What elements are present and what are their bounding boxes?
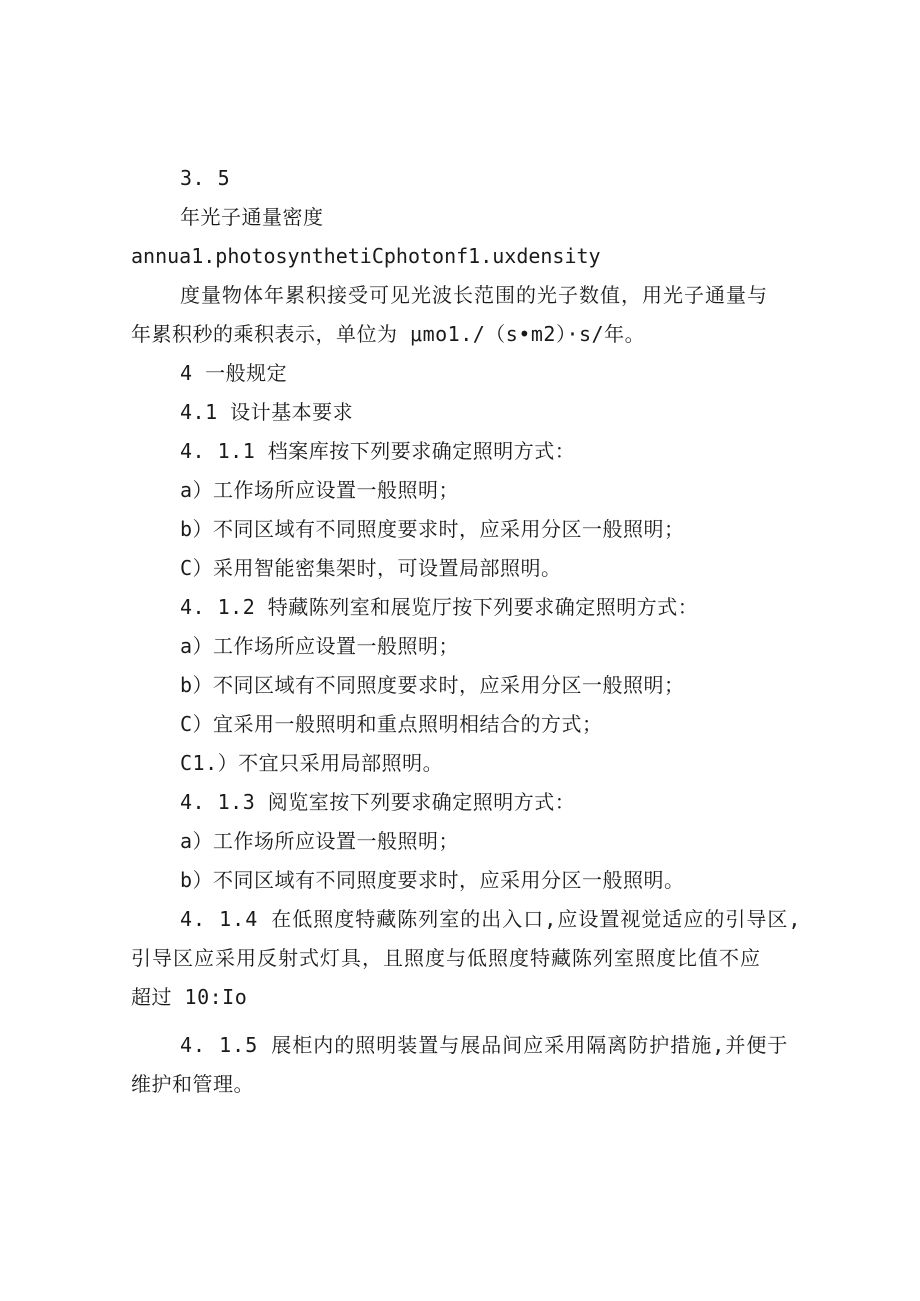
definition-line-2: 年累积秒的乘积表示，单位为 μmo1./（s•m2）·s/年。 bbox=[131, 322, 646, 346]
clause-4-1-4-line-2: 引导区应采用反射式灯具，且照度与低照度特藏陈列室照度比值不应 bbox=[131, 946, 761, 970]
chapter-heading: 4 一般规定 bbox=[180, 361, 288, 385]
clause-4-1-5-line-2: 维护和管理。 bbox=[131, 1072, 254, 1096]
subsection-heading: 4.1 设计基本要求 bbox=[180, 400, 354, 424]
clause-4-1-3-a: a）工作场所应设置一般照明； bbox=[180, 829, 460, 853]
section-number: 3. 5 bbox=[180, 166, 231, 190]
term-chinese: 年光子通量密度 bbox=[180, 205, 324, 229]
term-english: annua1.photosynthetiCphotonf1.uxdensity bbox=[131, 244, 601, 268]
clause-4-1-4-line-3: 超过 10:Io bbox=[131, 985, 248, 1009]
clause-4-1-2-b: b）不同区域有不同照度要求时，应采用分区一般照明； bbox=[180, 673, 685, 697]
clause-4-1-2-title: 4. 1.2 特藏陈列室和展览厅按下列要求确定照明方式： bbox=[180, 595, 699, 619]
clause-4-1-1-title: 4. 1.1 档案库按下列要求确定照明方式： bbox=[180, 439, 576, 463]
clause-4-1-1-b: b）不同区域有不同照度要求时，应采用分区一般照明； bbox=[180, 517, 685, 541]
clause-4-1-1-c: C）采用智能密集架时，可设置局部照明。 bbox=[180, 556, 562, 580]
definition-line-1: 度量物体年累积接受可见光波长范围的光子数值，用光子通量与 bbox=[180, 283, 768, 307]
clause-4-1-1-a: a）工作场所应设置一般照明； bbox=[180, 478, 460, 502]
clause-4-1-5-line-1: 4. 1.5 展柜内的照明装置与展品间应采用隔离防护措施,并便于 bbox=[180, 1033, 789, 1057]
clause-4-1-3-b: b）不同区域有不同照度要求时，应采用分区一般照明。 bbox=[180, 868, 685, 892]
clause-4-1-2-a: a）工作场所应设置一般照明； bbox=[180, 634, 460, 658]
clause-4-1-2-d: C1.）不宜只采用局部照明。 bbox=[180, 751, 444, 775]
clause-4-1-4-line-1: 4. 1.4 在低照度特藏陈列室的出入口,应设置视觉适应的引导区, bbox=[180, 907, 802, 931]
clause-4-1-2-c: C）宜采用一般照明和重点照明相结合的方式； bbox=[180, 712, 603, 736]
clause-4-1-3-title: 4. 1.3 阅览室按下列要求确定照明方式： bbox=[180, 790, 576, 814]
